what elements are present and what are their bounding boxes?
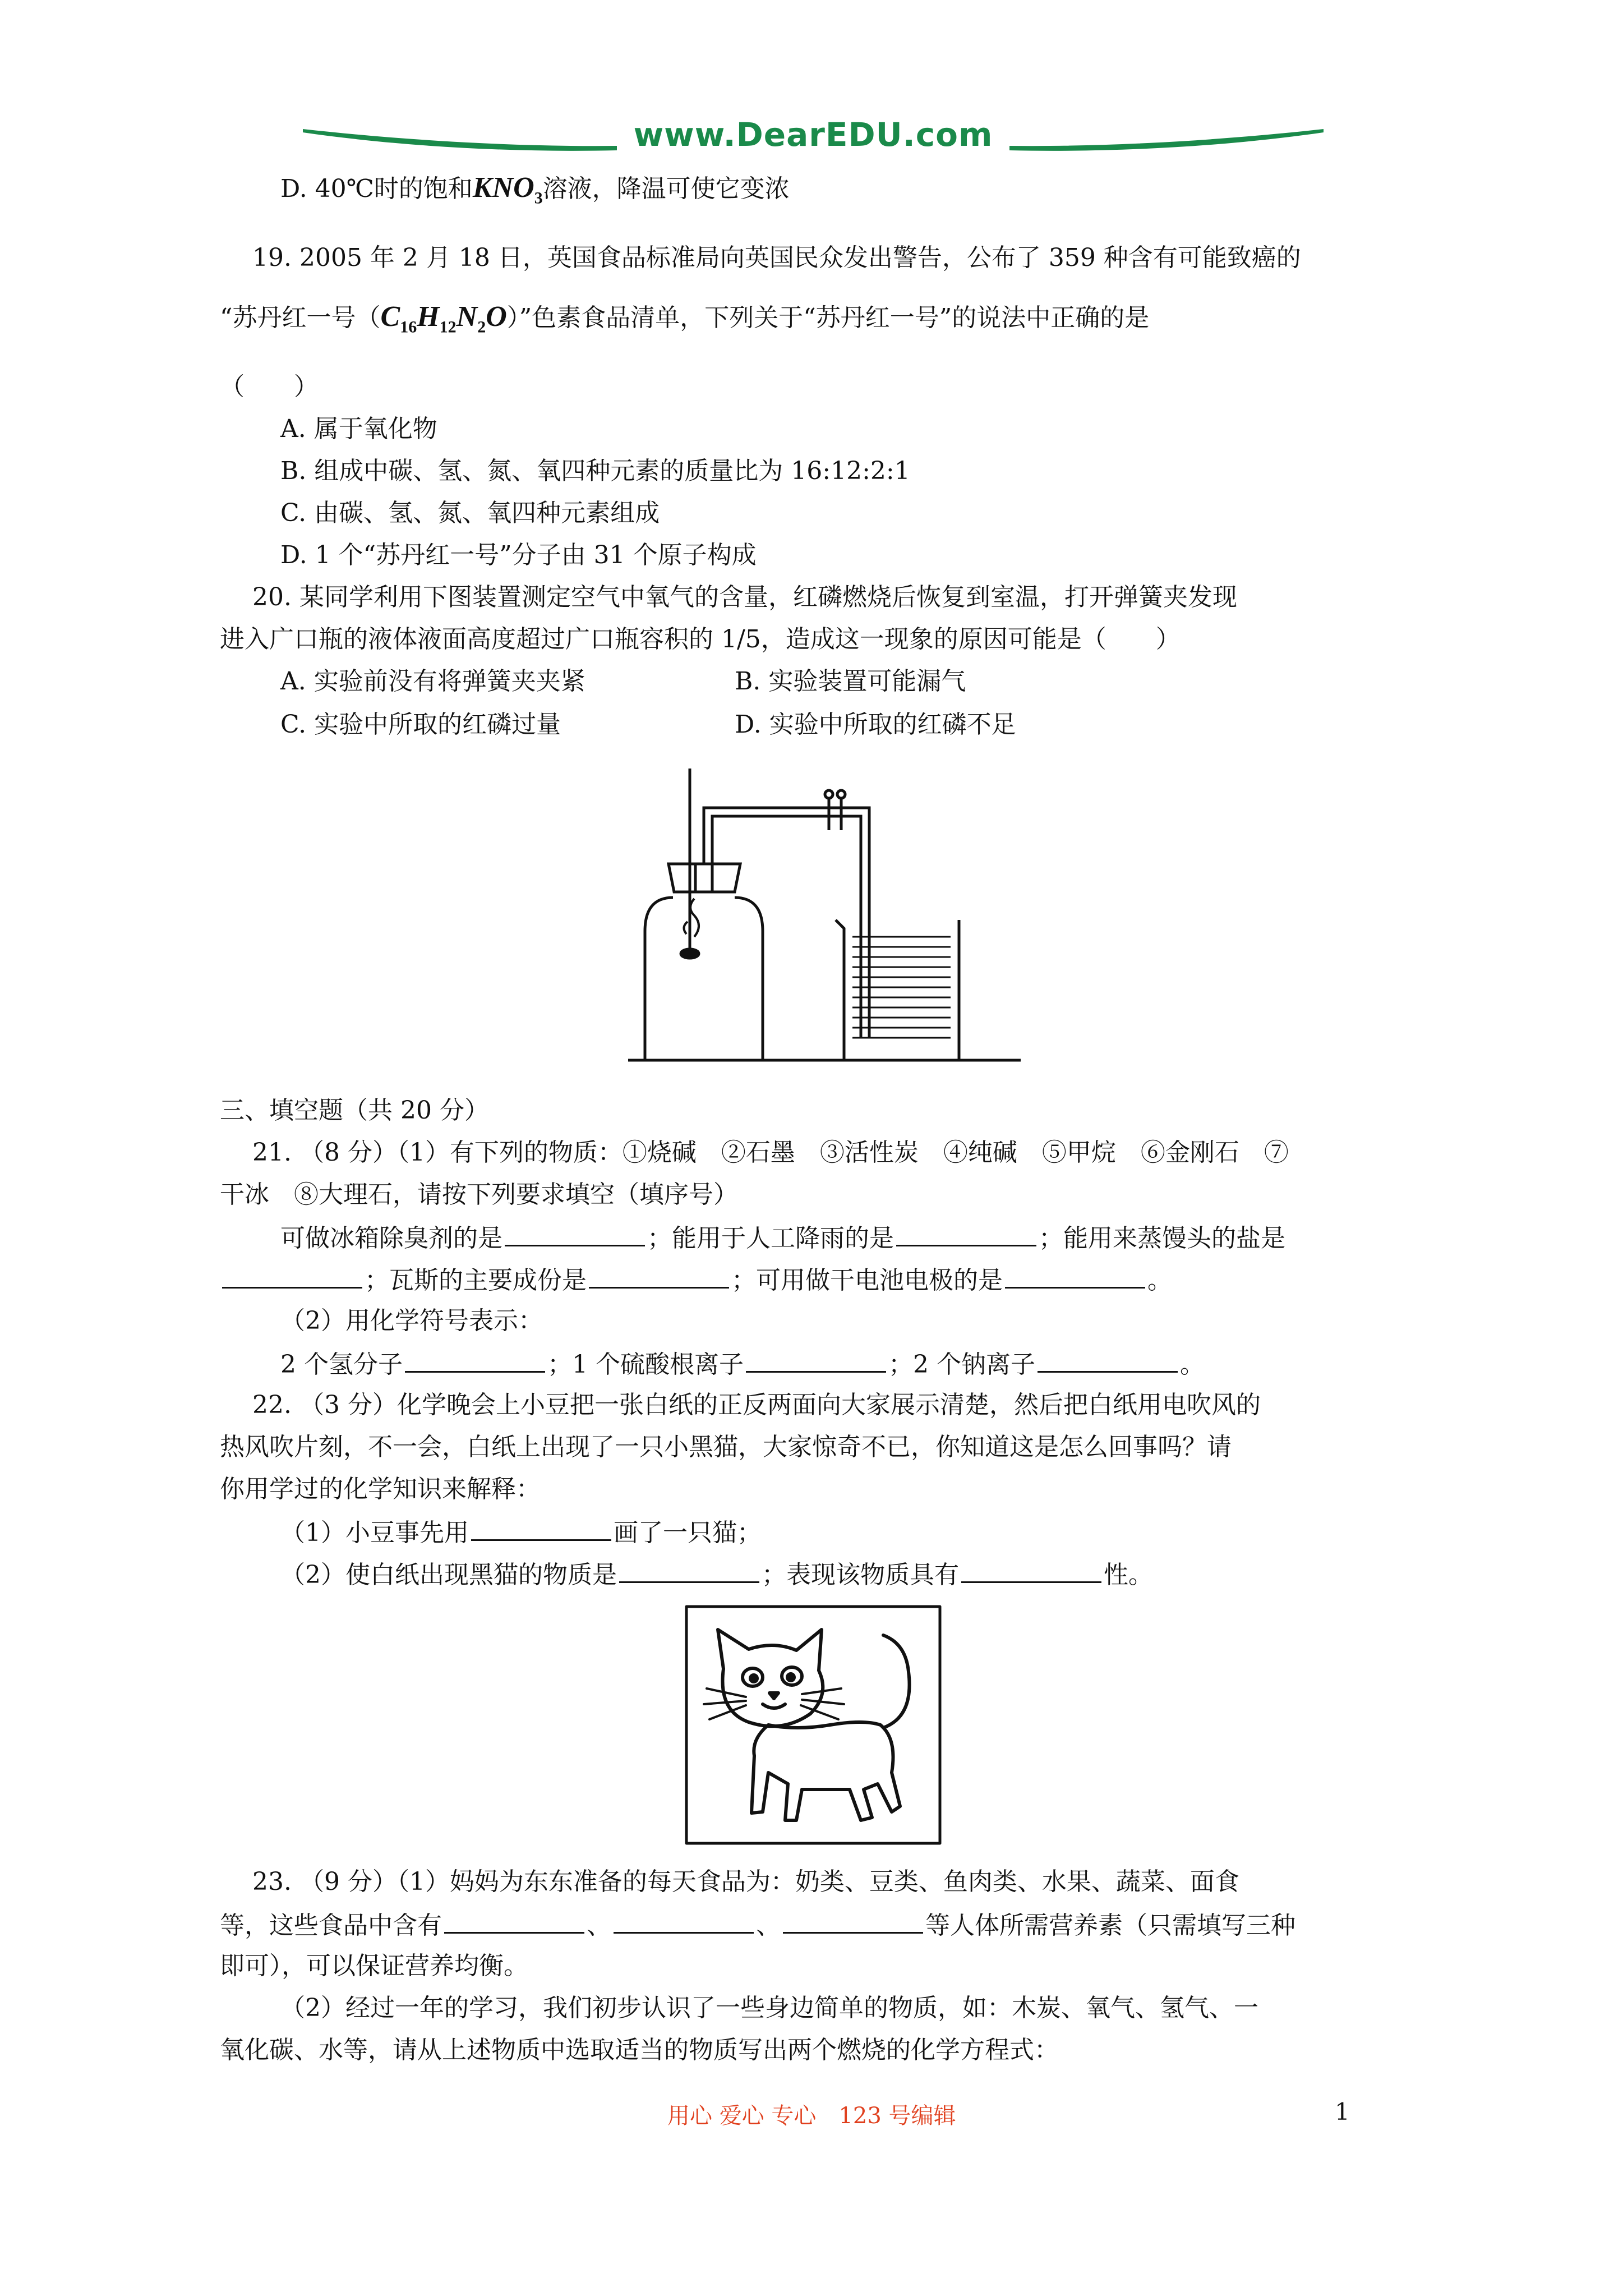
q23-line1: 23. （9 分）（1）妈妈为东东准备的每天食品为：奶类、豆类、鱼肉类、水果、蔬菜、面食 xyxy=(252,1867,1239,1896)
spring-clamp-icon xyxy=(825,790,845,830)
answer-blank[interactable] xyxy=(444,1907,584,1934)
beaker xyxy=(836,920,959,1060)
q21-line1: 21. （8 分）（1）有下列的物质：①烧碱 ②石墨 ③活性炭 ④纯碱 ⑤甲烷 ⑥金刚石 ⑦ xyxy=(252,1138,1289,1167)
sudan-formula: $C_{16}H_{12}N_2O$ xyxy=(380,301,507,337)
answer-blank[interactable] xyxy=(896,1220,1036,1246)
q19-option-a: A. 属于氧化物 xyxy=(280,415,437,443)
answer-blank[interactable] xyxy=(961,1557,1101,1583)
q23-line5: 氧化碳、水等，请从上述物质中选取适当的物质写出两个燃烧的化学方程式： xyxy=(220,2036,1059,2064)
q22-line2: 热风吹片刻，不一会，白纸上出现了一只小黑猫，大家惊奇不已，你知道这是怎么回事吗？请 xyxy=(220,1433,1232,1461)
answer-blank[interactable] xyxy=(589,1262,729,1289)
answer-blank[interactable] xyxy=(619,1557,759,1583)
answer-blank[interactable] xyxy=(405,1346,545,1373)
q19-answer-paren: （ ） xyxy=(220,372,319,401)
q19-line1: 19. 2005 年 2 月 18 日，英国食品标准局向英国民众发出警告，公布了 359 种含有可能致癌的 xyxy=(252,243,1301,272)
cat-illustration xyxy=(684,1604,942,1846)
kno3-formula: $KNO_3$ xyxy=(472,172,543,208)
q19-line2: “苏丹红一号$(C_{16}H_{12}N_2O)$”色素食品清单，下列关于“苏丹红一号”的说法中正确的是 xyxy=(220,301,1150,337)
apparatus-diagram xyxy=(628,769,1032,1066)
footer-text: 用心 爱心 专心 123 号编辑 xyxy=(667,2103,956,2129)
q23-line3: 即可），可以保证营养均衡。 xyxy=(220,1952,528,1980)
answer-blank[interactable] xyxy=(471,1515,611,1541)
answer-blank[interactable] xyxy=(783,1907,923,1934)
q23-line4: （2）经过一年的学习，我们初步认识了一些身边简单的物质，如：木炭、氧气、氢气、一 xyxy=(280,1994,1258,2022)
answer-blank[interactable] xyxy=(614,1907,754,1934)
page-number: 1 xyxy=(1335,2098,1350,2125)
q22-line3: 你用学过的化学知识来解释： xyxy=(220,1475,541,1503)
section-3-title: 三、填空题（共 20 分） xyxy=(220,1096,489,1125)
q23-line2: 等，这些食品中含有 、 、 等人体所需营养素（只需填写三种 xyxy=(220,1907,1295,1943)
q20-line1: 20. 某同学利用下图装置测定空气中氧气的含量，红磷燃烧后恢复到室温，打开弹簧夹发现 xyxy=(252,583,1237,611)
q18d-text-before: D. 40℃时的饱和 xyxy=(280,174,473,203)
q20-option-a: A. 实验前没有将弹簧夹夹紧 xyxy=(280,667,585,696)
q18-option-d xyxy=(280,171,790,215)
q21-line4: ；瓦斯的主要成份是 ；可用做干电池电极的是 。 xyxy=(220,1262,1172,1297)
q20-option-b: B. 实验装置可能漏气 xyxy=(735,667,966,696)
rubber-stopper xyxy=(668,864,740,892)
site-name: www.DearEDU.com xyxy=(633,116,993,154)
q20-option-d: D. 实验中所取的红磷不足 xyxy=(735,710,1016,739)
answer-blank[interactable] xyxy=(746,1346,886,1373)
header-banner xyxy=(303,112,1318,163)
header-swoosh-left-icon xyxy=(303,118,617,157)
q18d-text-after: 溶液，降温可使它变浓 xyxy=(542,174,790,203)
q21-line2: 干冰 ⑧大理石，请按下列要求填空（填序号） xyxy=(220,1180,738,1209)
answer-blank[interactable] xyxy=(1038,1346,1178,1373)
q19-option-c: C. 由碳、氢、氮、氧四种元素组成 xyxy=(280,499,660,527)
q22-part1: （1）小豆事先用 画了一只猫； xyxy=(280,1515,762,1550)
q20-option-c: C. 实验中所取的红磷过量 xyxy=(280,710,561,739)
combustion-spoon xyxy=(681,949,699,958)
answer-blank[interactable] xyxy=(1005,1262,1145,1289)
q21-line3: 可做冰箱除臭剂的是 ；能用于人工降雨的是 ；能用来蒸馒头的盐是 xyxy=(280,1220,1285,1255)
answer-blank[interactable] xyxy=(505,1220,645,1246)
q21-line6: 2 个氢分子 ；1 个硫酸根离子 ；2 个钠离子 。 xyxy=(280,1346,1205,1382)
answer-blank[interactable] xyxy=(222,1262,362,1289)
q22-line1: 22. （3 分）化学晚会上小豆把一张白纸的正反两面向大家展示清楚，然后把白纸用电吹风的 xyxy=(252,1391,1261,1419)
q22-part2: （2）使白纸出现黑猫的物质是 ；表现该物质具有 性。 xyxy=(280,1557,1153,1592)
q20-line2: 进入广口瓶的液体液面高度超过广口瓶容积的 1/5，造成这一现象的原因可能是（ ） xyxy=(220,625,1181,654)
q21-part2: （2）用化学符号表示： xyxy=(280,1306,543,1335)
q19-option-b: B. 组成中碳、氢、氮、氧四种元素的质量比为 16:12:2:1 xyxy=(280,457,910,485)
header-swoosh-right-icon xyxy=(1009,118,1324,157)
q19-option-d: D. 1 个“苏丹红一号”分子由 31 个原子构成 xyxy=(280,541,757,569)
flame-icon xyxy=(690,899,699,937)
